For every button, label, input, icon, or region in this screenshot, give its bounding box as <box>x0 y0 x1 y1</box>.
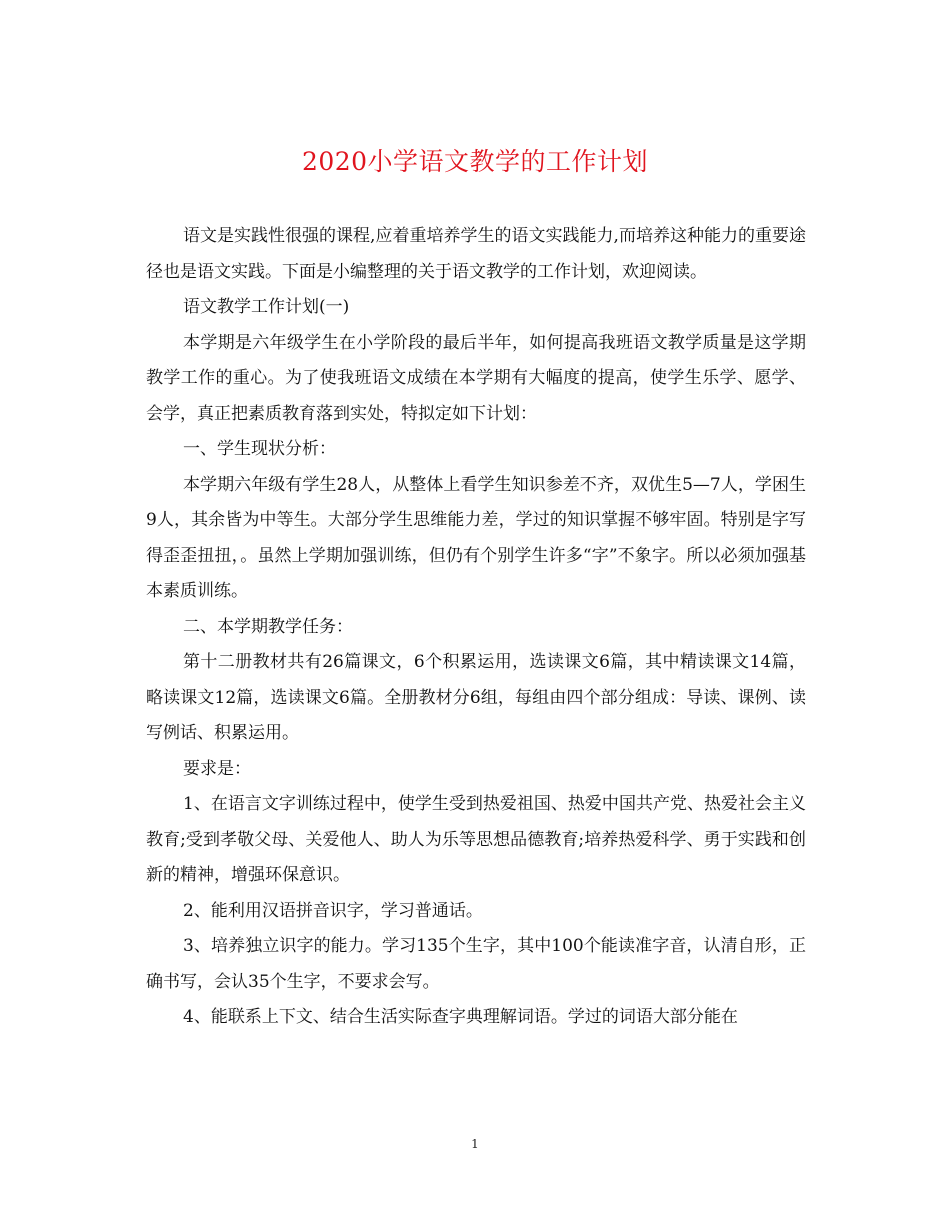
paragraph-section-heading: 语文教学工作计划(一) <box>183 297 350 317</box>
paragraph-requirements-heading: 要求是： <box>183 758 251 779</box>
document-body <box>146 219 806 1036</box>
paragraph-heading-teaching-tasks: 二、本学期教学任务： <box>183 616 353 637</box>
paragraph-heading-student-analysis: 一、学生现状分析： <box>183 439 336 459</box>
paragraph-student-analysis: 本学期六年级有学生28人，从整体上看学生知识参差不齐，双优生5—7人，学困生9人，其余皆为中等生。大部分学生思维能力差，学过的知识掌握不够牢固。特别是字写得歪歪扭扭，。虽然上学期加强训练，但仍有个别学生许多“字”不象字。所以必须加强基本素质训练。 <box>146 474 806 601</box>
paragraph-semester-overview: 本学期是六年级学生在小学阶段的最后半年，如何提高我班语文教学质量是这学期教学工作的重心。为了使我班语文成绩在本学期有大幅度的提高，使学生乐学、愿学、会学，真正把素质教育落到实处，特拟定如下计划： <box>146 332 806 424</box>
paragraph-intro: 语文是实践性很强的课程,应着重培养学生的语文实践能力,而培养这种能力的重要途径也是语文实践。下面是小编整理的关于语文教学的工作计划，欢迎阅读。 <box>146 226 806 282</box>
paragraph-requirement-3: 3、培养独立识字的能力。学习135个生字，其中100个能读准字音，认清自形，正确书写，会认35个生字，不要求会写。 <box>146 936 806 992</box>
paragraph-requirement-1: 1、在语言文字训练过程中，使学生受到热爱祖国、热爱中国共产党、热爱社会主义教育;受到孝敬父母、关爱他人、助人为乐等思想品德教育;培养热爱科学、勇于实践和创新的精神，增强环保意识。 <box>146 794 806 885</box>
paragraph-teaching-tasks: 第十二册教材共有26篇课文，6个积累运用，选读课文6篇，其中精读课文14篇，略读课文12篇，选读课文6篇。全册教材分6组，每组由四个部分组成：导读、课例、读写例话、积累运用。 <box>146 652 806 743</box>
paragraph-requirement-4: 4、能联系上下文、结合生活实际查字典理解词语。学过的词语大部分能在 <box>183 1007 738 1027</box>
page-number: 1 <box>471 1137 479 1151</box>
document-title: 2020小学语文教学的工作计划 <box>301 147 649 176</box>
paragraph-requirement-2: 2、能利用汉语拼音识字，学习普通话。 <box>183 900 483 921</box>
